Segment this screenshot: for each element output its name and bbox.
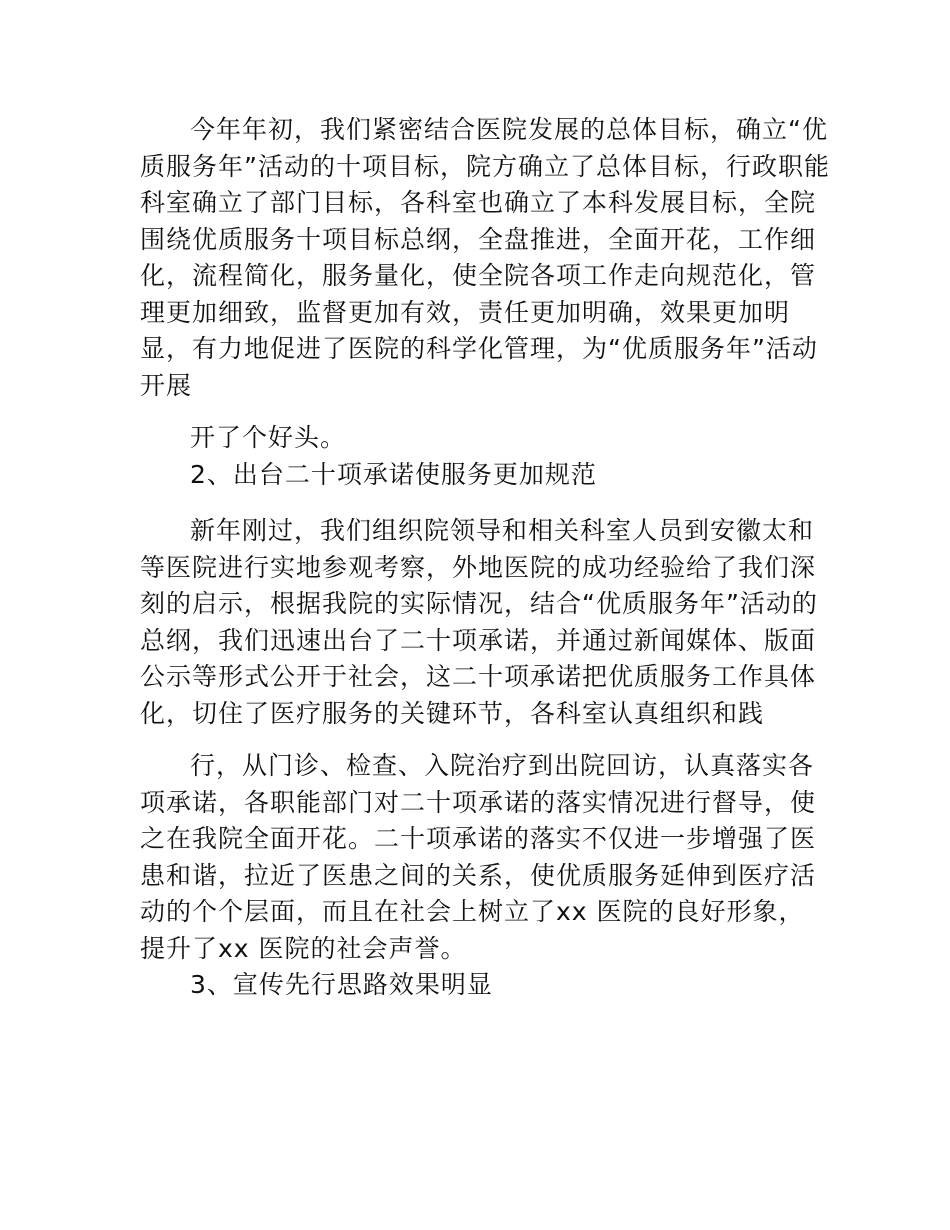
paragraph-annual-goals: 今年年初，我们紧密结合医院发展的总体目标，确立“优质服务年”活动的十项目标，院方确立了总体目标，行政职能科室确立了部门目标，各科室也确立了本科发展目标，全院围绕优质服务十项目标总纲，全盘推进，全面开花，工作细化，流程简化，服务量化，使全院各项工作走向规范化，管理更加细致，监督更加有效，责任更加明确，效果更加明显，有力地促进了医院的科学化管理，为“优质服务年”活动开展 xyxy=(140,115,830,400)
document-body xyxy=(140,112,830,1004)
paragraph-twenty-commitments: 新年刚过，我们组织院领导和相关科室人员到安徽太和等医院进行实地参观考察，外地医院的成功经验给了我们深刻的启示，根据我院的实际情况，结合“优质服务年”活动的总纲，我们迅速出台了二十项承诺，并通过新闻媒体、版面公示等形式公开于社会，这二十项承诺把优质服务工作具体化，切住了医疗服务的关键环节，各科室认真组织和践 xyxy=(140,516,818,728)
paragraph-implementation: 行，从门诊、检查、入院治疗到出院回访，认真落实各项承诺，各职能部门对二十项承诺的落实情况进行督导，使之在我院全面开花。二十项承诺的落实不仅进一步增强了医患和谐，拉近了医患之间的关系，使优质服务延伸到医疗活动的个个层面，而且在社会上树立了xx 医院的良好形象，提升了xx 医院的社会声誉。 xyxy=(140,751,817,963)
paragraph-good-start: 开了个好头。 xyxy=(190,423,347,452)
section-heading-2: 2、出台二十项承诺使服务更加规范 xyxy=(190,459,597,489)
section-heading-3: 3、宣传先行思路效果明显 xyxy=(190,970,493,999)
